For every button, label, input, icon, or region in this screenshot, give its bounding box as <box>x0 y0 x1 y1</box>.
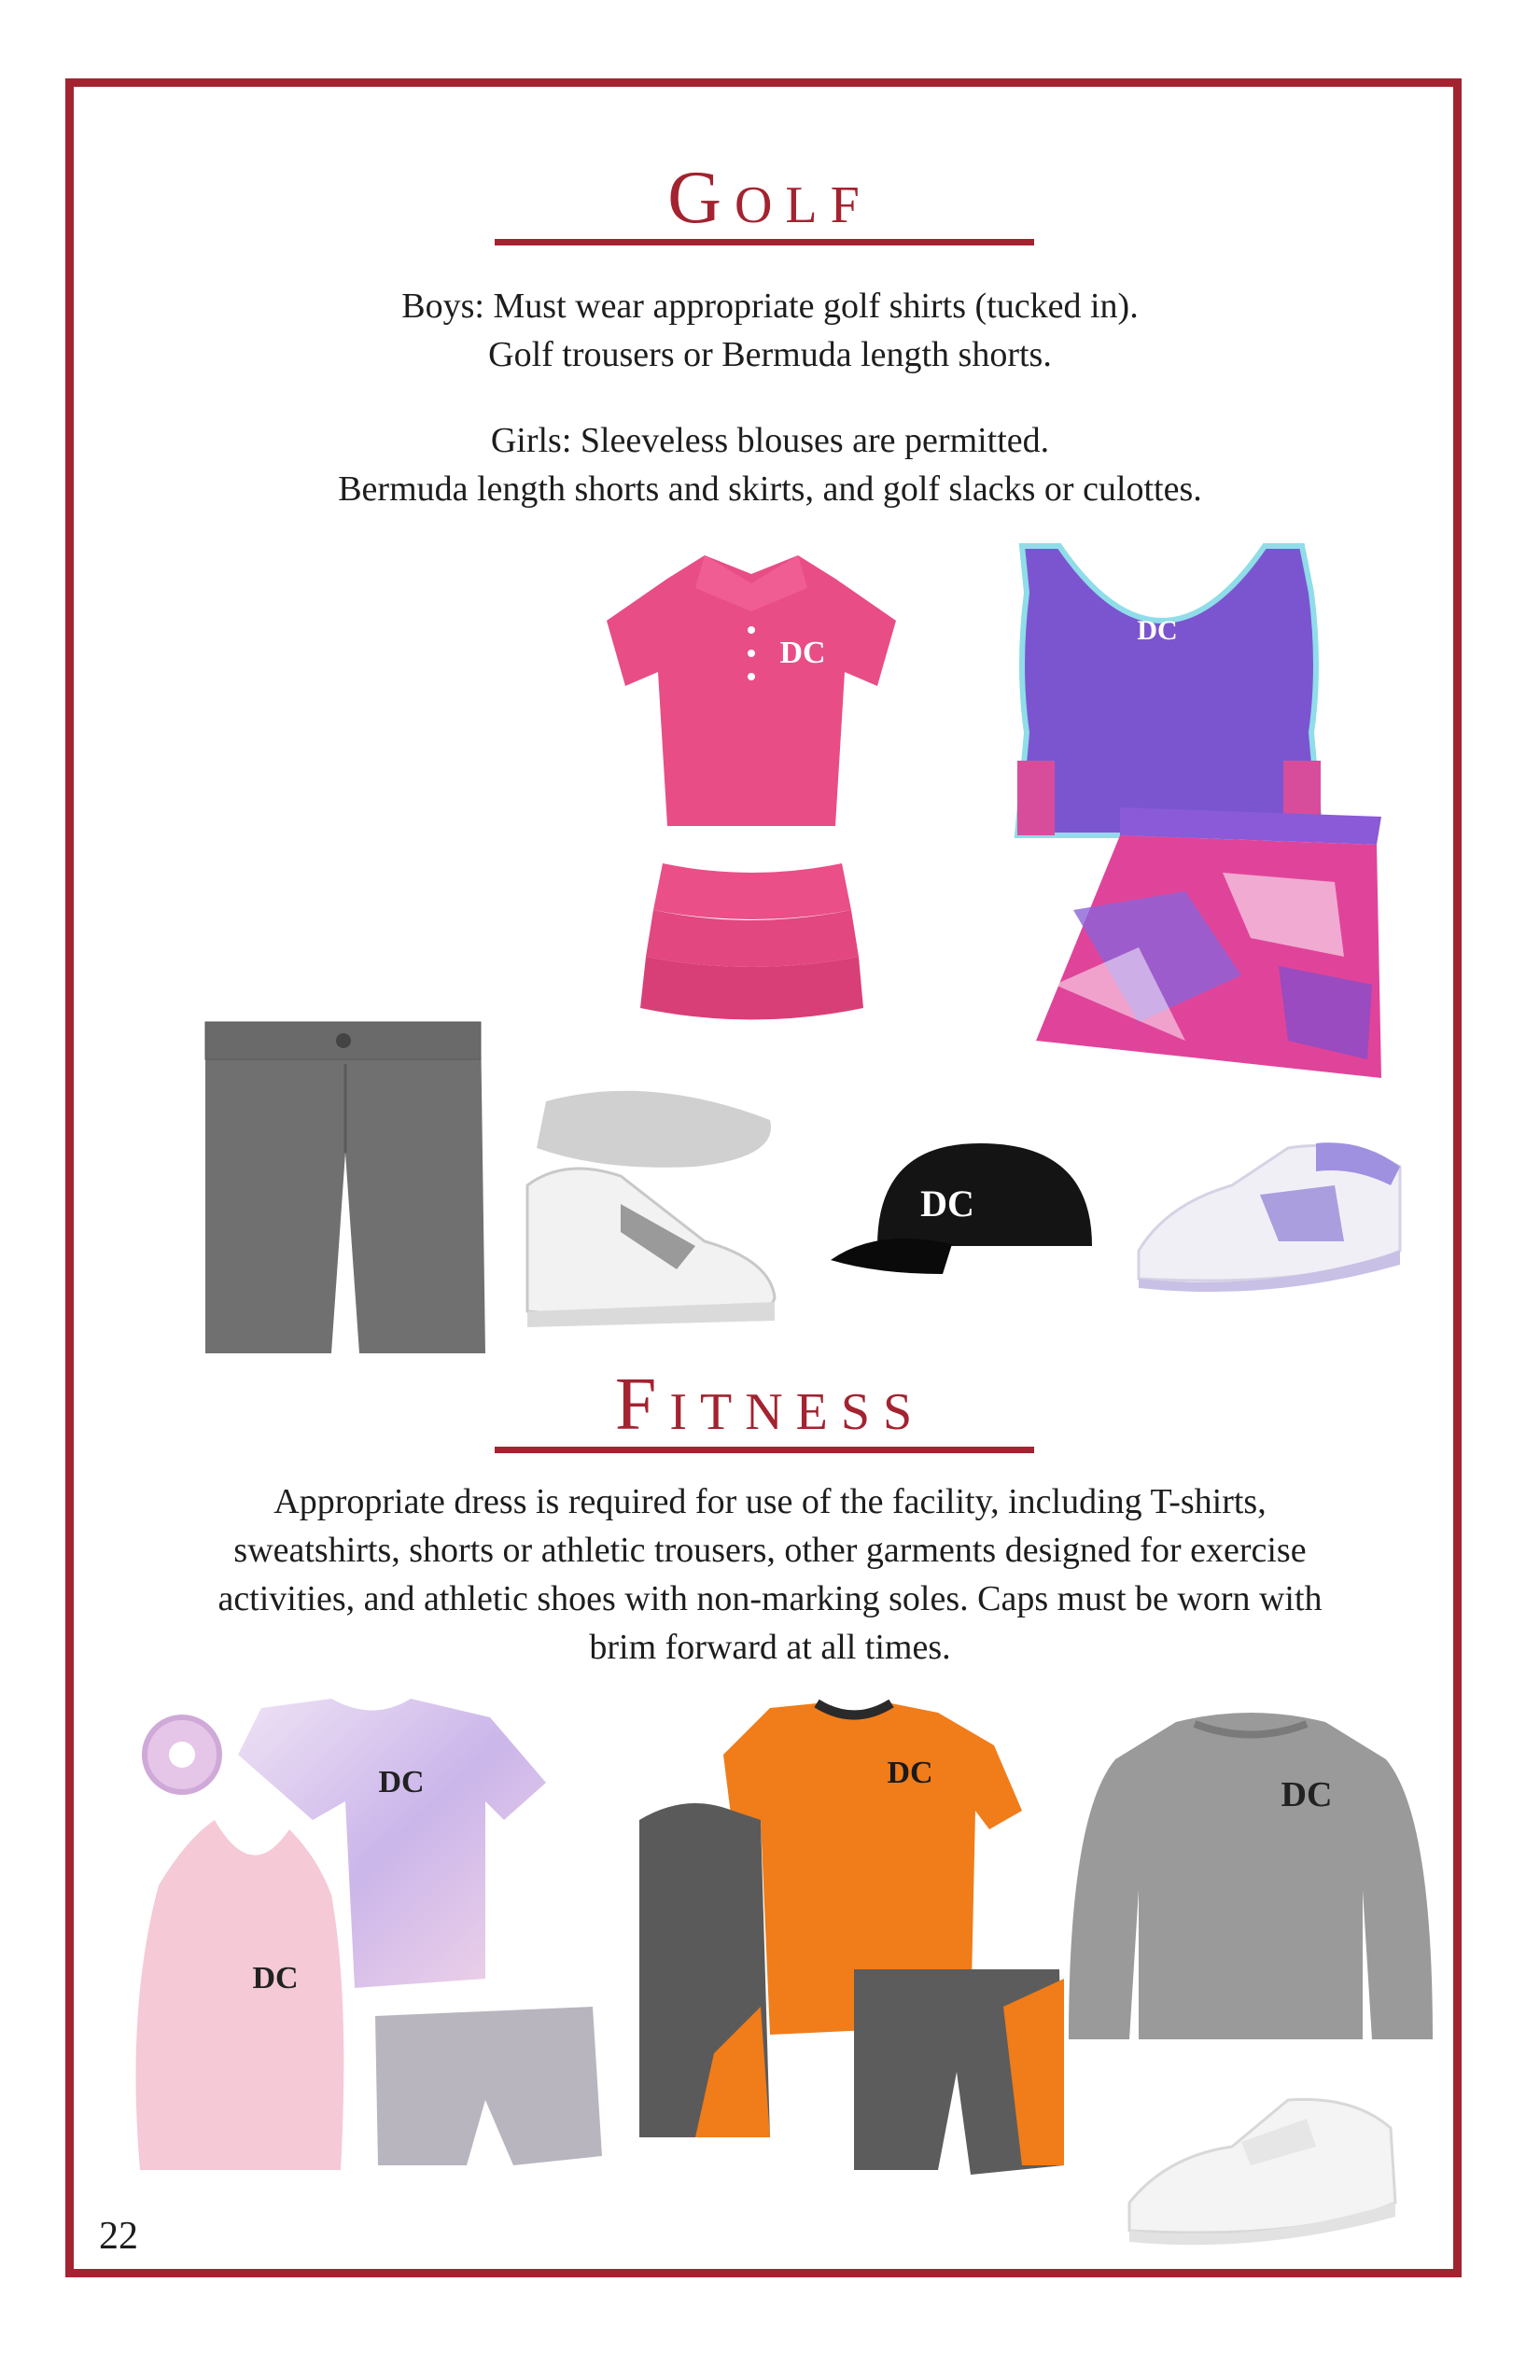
fitness-line-2: sweatshirts, shorts or athletic trousers, other garments designed for exercise <box>233 1531 1307 1570</box>
fitness-line-1: Appropriate dress is required for use of the facility, including T-shirts, <box>273 1482 1267 1521</box>
svg-text:DC: DC <box>920 1183 974 1225</box>
svg-text:DC: DC <box>252 1961 299 1995</box>
golf-boys-line-2: Golf trousers or Bermuda length shorts. <box>488 335 1052 374</box>
boys-polo-shirt-image <box>117 560 555 999</box>
golf-boys-line-1: Boys: Must wear appropriate golf shirts (tucked in). <box>401 287 1139 326</box>
golf-girls-line-1: Girls: Sleeveless blouses are permitted. <box>490 421 1050 460</box>
golf-girls-text <box>112 416 1428 513</box>
svg-text:DC: DC <box>378 1765 425 1799</box>
svg-text:DC: DC <box>779 636 826 670</box>
golf-girls-line-2: Bermuda length shorts and skirts, and golf slacks or culottes. <box>338 469 1202 509</box>
page-number: 22 <box>99 2215 138 2258</box>
girls-fitness-set-image <box>131 1699 616 2184</box>
white-sneakers-image <box>1120 2091 1400 2249</box>
boys-fitness-set-image <box>630 1699 1069 2184</box>
girls-pink-polo-dress-image <box>597 546 905 1041</box>
golf-shoes-image <box>509 1083 789 1339</box>
black-cap-image <box>821 1134 1101 1283</box>
fitness-line-4: brim forward at all times. <box>589 1628 951 1667</box>
girls-golf-sneakers-image <box>1129 1129 1409 1297</box>
svg-text:DC: DC <box>1281 1775 1333 1814</box>
fitness-line-3: activities, and athletic shoes with non-marking soles. Caps must be worn with <box>217 1579 1323 1618</box>
fitness-heading: Fitness <box>614 1364 926 1446</box>
fitness-text <box>112 1477 1428 1672</box>
girls-purple-tank-skort-image <box>999 537 1409 1097</box>
golf-heading: Golf <box>667 157 873 239</box>
boys-grey-golf-shorts-image <box>196 1013 495 1358</box>
svg-text:DC: DC <box>1137 615 1178 646</box>
golf-divider <box>495 239 1034 245</box>
grey-sweatshirt-image <box>1064 1703 1437 2058</box>
fitness-divider <box>495 1447 1034 1453</box>
golf-boys-text <box>112 282 1428 379</box>
svg-text:DC: DC <box>887 1756 933 1790</box>
